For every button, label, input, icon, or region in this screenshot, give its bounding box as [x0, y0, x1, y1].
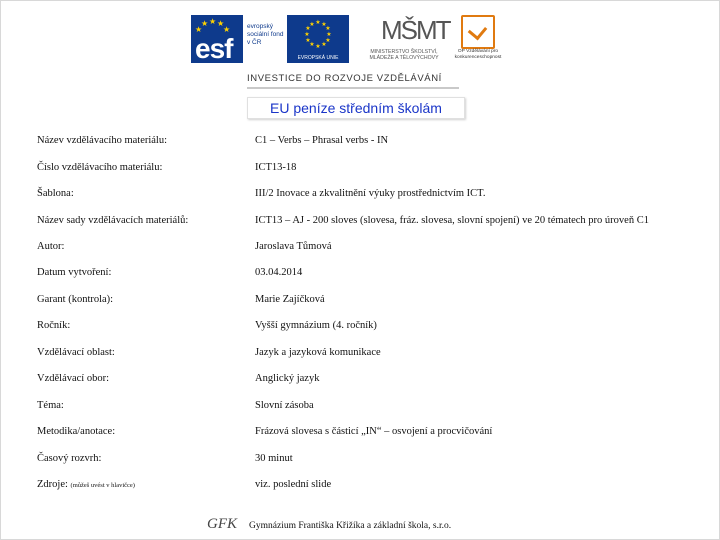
svg-text:★: ★ [325, 25, 331, 32]
row-label: Garant (kontrola): [37, 294, 114, 305]
row-label: Časový rozvrh: [37, 453, 102, 464]
row-label-text: Zdroje: [37, 479, 68, 490]
row-label: Ročník: [37, 320, 71, 331]
metadata-row [37, 367, 697, 393]
eu-flag-logo [287, 15, 349, 63]
row-value: Frázová slovesa s částicí „IN“ – osvojení a procvičování [255, 426, 493, 437]
metadata-row [37, 235, 697, 261]
msmt-logo-mark: MŠMT [381, 15, 450, 45]
row-label [37, 479, 135, 490]
svg-text:★: ★ [315, 19, 321, 26]
school-name: Gymnázium Františka Křižíka a základní škola, s.r.o. [249, 521, 452, 531]
metadata-row [37, 182, 697, 208]
row-label: Vzdělávací obor: [37, 373, 110, 384]
metadata-row [37, 129, 697, 155]
op-vk-logo [453, 15, 503, 63]
row-value: III/2 Inovace a zkvalitnění výuky prostřednictvím ICT. [255, 188, 486, 199]
row-value: Vyšší gymnázium (4. ročník) [255, 320, 377, 331]
row-value: 30 minut [255, 453, 293, 464]
svg-text:★: ★ [326, 31, 332, 38]
svg-text:★: ★ [305, 25, 311, 32]
row-value: Jazyk a jazyková komunikace [255, 347, 381, 358]
investice-banner: INVESTICE DO ROZVOJE VZDĚLÁVÁNÍ [247, 73, 442, 84]
esf-logo-subtitle: evropský sociální fond v ČR [247, 23, 284, 46]
metadata-row [37, 394, 697, 420]
logo-band [191, 15, 511, 65]
row-label: Číslo vzdělávacího materiálu: [37, 162, 163, 173]
row-label-note: (můžeš uvést v hlavičce) [70, 482, 135, 489]
svg-text:★: ★ [304, 31, 310, 38]
metadata-row [37, 209, 697, 235]
svg-text:★: ★ [321, 21, 327, 28]
metadata-row [37, 341, 697, 367]
slide-title: EU peníze středním školám [247, 97, 465, 119]
svg-text:★: ★ [325, 37, 331, 44]
school-logo: GFK [207, 516, 237, 532]
metadata-row [37, 261, 697, 287]
eu-stars-icon [301, 19, 335, 49]
row-value: Slovní zásoba [255, 400, 314, 411]
metadata-row [37, 420, 697, 446]
svg-text:★: ★ [309, 21, 315, 28]
row-label: Datum vytvoření: [37, 267, 112, 278]
row-value: C1 – Verbs – Phrasal verbs - IN [255, 135, 389, 146]
banner-divider [247, 87, 459, 89]
svg-text:★: ★ [321, 41, 327, 48]
row-value: Jaroslava Tůmová [255, 241, 332, 252]
esf-logo [191, 15, 284, 64]
row-label: Metodika/anotace: [37, 426, 116, 437]
row-label: Vzdělávací oblast: [37, 347, 115, 358]
row-value: 03.04.2014 [255, 267, 303, 278]
op-checkmark-icon [461, 15, 495, 49]
svg-text:★: ★ [305, 37, 311, 44]
metadata-row [37, 447, 697, 473]
esf-logo-word: esf [195, 33, 233, 64]
metadata-row [37, 156, 697, 182]
row-label: Autor: [37, 241, 65, 252]
metadata-row [37, 314, 697, 340]
msmt-logo-text: MINISTERSTVO ŠKOLSTVÍ, MLÁDEŽE A TĚLOVÝCHOVY [369, 49, 439, 61]
row-value: Anglický jazyk [255, 373, 320, 384]
svg-text:★: ★ [315, 43, 321, 49]
row-label: Téma: [37, 400, 64, 411]
row-value: Marie Zajíčková [255, 294, 325, 305]
row-label: Šablona: [37, 188, 74, 199]
esf-logo-block: ★ ★ ★ ★ ★ esf [191, 15, 243, 63]
row-value: ICT13-18 [255, 162, 297, 173]
row-value: viz. poslední slide [255, 479, 332, 490]
svg-text:★: ★ [309, 41, 315, 48]
metadata-row [37, 473, 697, 499]
row-label: Název sady vzdělávacích materiálů: [37, 215, 189, 226]
row-label: Název vzdělávacího materiálu: [37, 135, 168, 146]
eu-logo-text: EVROPSKÁ UNIE [297, 55, 339, 61]
metadata-row [37, 288, 697, 314]
msmt-logo [367, 15, 450, 63]
row-value: ICT13 – AJ - 200 sloves (slovesa, fráz. slovesa, slovní spojení) ve 20 tématech pro úroveň C1 [255, 215, 649, 226]
op-logo-text: OP Vzdělávání pro konkurenceschopnost [454, 49, 502, 60]
